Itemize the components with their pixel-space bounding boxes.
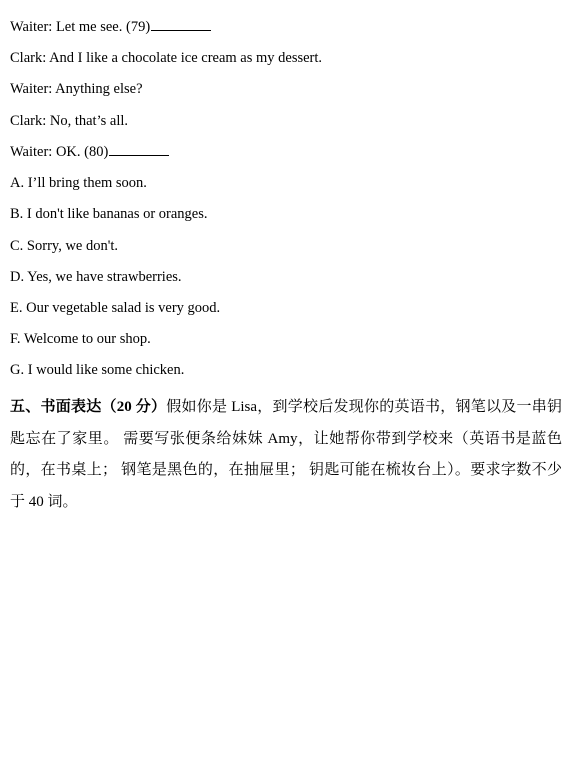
line-text: Let me see. (79) [52,19,151,35]
speaker: Waiter: [10,81,53,97]
answer-blank-79 [151,18,211,31]
option-e: E. Our vegetable salad is very good. [10,300,221,316]
line-text: OK. (80) [52,144,109,160]
dialogue-line [10,112,128,130]
speaker: Waiter: [10,19,53,35]
option-d: D. Yes, we have strawberries. [10,269,182,285]
dialogue-line-80 [10,143,169,161]
speaker: Waiter: [10,144,53,160]
dialogue-line [10,80,143,98]
writing-task [10,392,562,518]
option-b: B. I don't like bananas or oranges. [10,206,208,222]
line-text: No, that’s all. [46,113,129,129]
section-heading: 五、书面表达（20 分） [10,399,167,415]
option-f: F. Welcome to our shop. [10,331,151,347]
option-c: C. Sorry, we don't. [10,238,118,254]
speaker: Clark: [10,113,47,129]
dialogue-line-79 [10,18,211,36]
option-a: A. I’ll bring them soon. [10,175,147,191]
speaker: Clark: [10,50,47,66]
line-text: Anything else? [52,81,143,97]
line-text: And I like a chocolate ice cream as my dessert. [46,50,323,66]
dialogue-line [10,49,322,67]
writing-prompt: 假如你是 Lisa，到学校后发现你的英语书，钢笔以及一串钥匙忘在了家里。 需要写张便条给妹妹 Amy，让她帮你带到学校来（英语书是蓝色的，在书桌上； 钢笔是黑色的，在抽屉里； 钥匙可能在梳妆台上）。要求字数不少于 40 词。 [10,399,562,510]
option-g: G. I would like some chicken. [10,362,185,378]
answer-blank-80 [109,143,169,156]
